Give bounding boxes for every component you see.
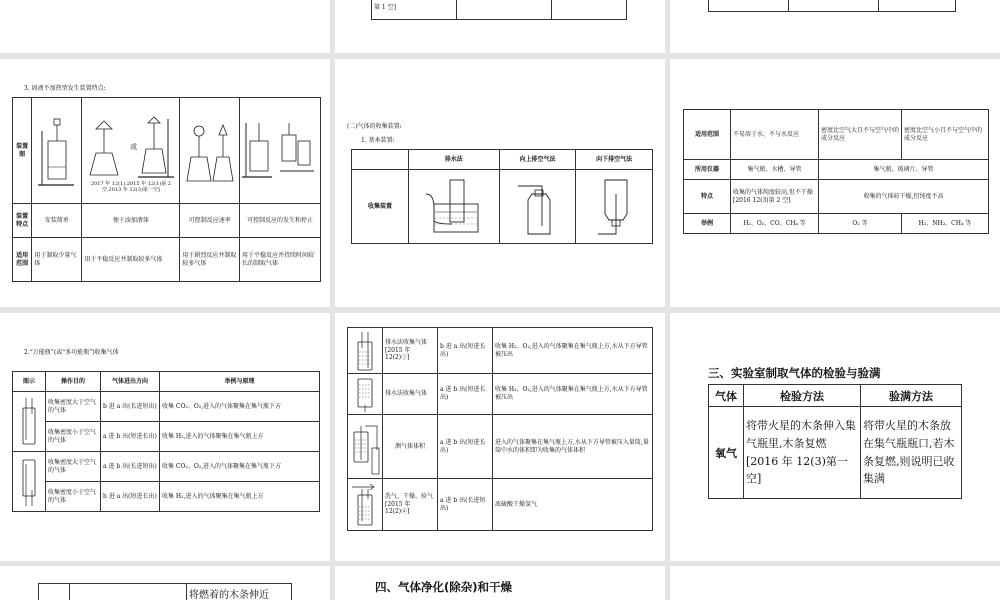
diagram-cell-1	[32, 98, 82, 204]
gas-cell: 氧气	[709, 407, 744, 499]
slide-solid-liquid-apparatus	[0, 59, 330, 307]
table-cell	[39, 584, 70, 600]
slide-title: 3. 固液不加热型发生装置特点:	[24, 85, 106, 92]
figure-cell	[348, 415, 383, 479]
table-cell	[552, 0, 627, 20]
header-purpose: 操作目的	[46, 372, 101, 392]
apparatus-separatory-icon	[185, 111, 235, 191]
row-label-scope: 适用范围	[13, 238, 32, 282]
scope-upward: 密度比空气大且不与空气中的成分反应	[819, 110, 902, 160]
slide-top-right	[670, 0, 1000, 53]
header-water: 排水法	[409, 150, 500, 170]
table-cell	[457, 0, 552, 20]
header-direction: 气体进出方向	[101, 372, 160, 392]
top-middle-table	[371, 0, 627, 20]
slide-top-middle	[335, 0, 665, 53]
table-cell	[187, 584, 292, 600]
row-label-instruments: 所用仪器	[684, 160, 731, 180]
features-air: 收集的气体较干燥,但纯度不高	[819, 180, 989, 214]
table-cell	[709, 0, 789, 12]
scope-cell: 用于剧烈反应并制取较多气体	[180, 238, 240, 282]
direction-cell: a 进 b 出(短进长出)	[438, 415, 493, 479]
cell-text: 将燃着的木条伸近	[189, 590, 269, 600]
example-cell: 收集 H₂,进入的气体聚集在集气瓶上方	[160, 482, 320, 512]
gas-test-table	[708, 384, 962, 499]
diagram-cell-3	[180, 98, 240, 204]
slide-collection-comparison	[670, 59, 1000, 307]
header-figure: 图示	[13, 372, 46, 392]
feature-cell: 便于添加液体	[82, 204, 180, 238]
row-label-scope: 适用范围	[684, 110, 731, 160]
water-bottle-icon	[352, 330, 378, 372]
upward-method-cell	[499, 170, 576, 244]
bottom-left-table	[38, 583, 292, 600]
header-upward: 向上排空气法	[499, 150, 576, 170]
water-method-cell	[409, 170, 500, 244]
header-blank	[352, 150, 409, 170]
direction-cell: a 进 b 出(短进长出)	[101, 422, 160, 452]
upward-air-icon	[512, 174, 562, 240]
slide-bottom-right	[670, 566, 1000, 600]
scope-downward: 密度比空气小且不与空气中的成分反应	[902, 110, 989, 160]
slide-top-left	[0, 0, 330, 53]
row-label: 收集装置	[352, 170, 409, 244]
header-gas: 气体	[709, 385, 744, 407]
table-cell	[879, 0, 956, 12]
scope-cell: 用于平稳反应并制取较多气体	[82, 238, 180, 282]
svg-text:或: 或	[129, 142, 137, 151]
purpose-cell: 收集密度小于空气的气体	[46, 422, 101, 452]
direction-cell: a 进 b 出(长进短出)	[438, 479, 493, 531]
features-water: 收集的气体纯度较高,但不干燥[2016 12(3)第 2 空]	[731, 180, 819, 214]
table-cell	[70, 584, 187, 600]
bottle-inverted-icon	[18, 454, 40, 510]
water-bottle-icon	[352, 375, 378, 413]
diagram-cell-4	[240, 98, 321, 204]
purpose-cell: 收集密度大于空气的气体	[46, 392, 101, 422]
row-label-examples: 举例	[684, 214, 731, 234]
bottle-figure-cell	[13, 452, 46, 512]
figure-cell	[348, 374, 383, 415]
feature-cell: 可控制反应的发生和停止	[240, 204, 321, 238]
apparatus-funnel-icon	[86, 109, 176, 181]
purpose-cell: 收集密度大于空气的气体	[46, 452, 101, 482]
direction-cell: b 进 a 出(短进长出)	[438, 328, 493, 374]
instruments-water: 集气瓶、水槽、导管	[731, 160, 819, 180]
bottle-table	[12, 371, 320, 512]
diagram-cell-2	[82, 98, 180, 204]
slide-multi-function-bottle	[0, 313, 330, 561]
header-example: 举例与原理	[160, 372, 320, 392]
slide-title-2: 1. 基本装置:	[361, 137, 395, 144]
slide-title-1: (二)气体的收集装置:	[347, 123, 402, 130]
slide-title: 四、气体净化(除杂)和干燥	[375, 580, 513, 594]
direction-cell: b 进 a 出(长进短出)	[101, 392, 160, 422]
apparatus-table	[12, 97, 321, 282]
example-downward: H₂、NH₃、CH₄ 等	[902, 214, 989, 234]
row-label-features: 特点	[684, 180, 731, 214]
measure-volume-icon	[350, 418, 380, 476]
purpose-cell: 收集密度小于空气的气体	[46, 482, 101, 512]
example-cell: 收集 H₂,进入的气体聚集在集气瓶上方	[160, 422, 320, 452]
direction-cell: a 进 b 出(短进长出)	[438, 374, 493, 415]
bottle-upright-icon	[18, 394, 40, 450]
slide-gas-test	[670, 313, 1000, 561]
bottle-figure-cell	[13, 392, 46, 452]
desc-cell: 收集 H₂、O₂,进入的气体聚集在集气瓶上方,水从下方导管被压出	[493, 374, 653, 415]
diagram-note: 2017 年 12(1),2015 年 12(1)第 2 空,2013 年 12(3)第一空]	[90, 180, 171, 193]
slide-bottom-left	[0, 566, 330, 600]
direction-cell: b 进 a 出(短进长出)	[101, 482, 160, 512]
collection-table	[351, 149, 653, 244]
downward-air-icon	[589, 174, 639, 240]
name-cell: 洗气、干燥、验气[2015 年 12(2)②]	[383, 479, 438, 531]
downward-method-cell	[576, 170, 653, 244]
full-method-cell: 将带火星的木条放在集气瓶瓶口,若木条复燃,则说明已收集满	[861, 407, 962, 499]
scope-cell: 用于制取少量气体	[32, 238, 82, 282]
slide-title: 三、实验室制取气体的检验与验满	[708, 366, 881, 380]
comparison-table	[683, 109, 989, 234]
desc-cell: 浓硫酸干燥氢气	[493, 479, 653, 531]
slide-bottle-continued	[335, 313, 665, 561]
instruments-air: 集气瓶、玻璃片、导管	[819, 160, 989, 180]
header-downward: 向下排空气法	[576, 150, 653, 170]
bottle-continued-table	[347, 327, 653, 531]
header-test: 检验方法	[744, 385, 861, 407]
figure-cell	[348, 328, 383, 374]
header-full: 验满方法	[861, 385, 962, 407]
gas-washing-icon	[350, 481, 380, 529]
row-label-diagram: 装置图	[13, 98, 32, 204]
example-cell: 收集 CO₂、O₂,进入的气体聚集在集气瓶下方	[160, 392, 320, 422]
figure-cell	[348, 479, 383, 531]
desc-cell: 收集 H₂、O₂,进入的气体聚集在集气瓶上方,水从下方导管被压出	[493, 328, 653, 374]
feature-cell: 可控制反应速率	[180, 204, 240, 238]
test-method-cell: 将带火星的木条伸入集气瓶里,木条复燃[2016 年 12(3)第一空]	[744, 407, 861, 499]
direction-cell: a 进 b 出(长进短出)	[101, 452, 160, 482]
name-cell: 排水法收集气体	[383, 374, 438, 415]
example-water: H₂、O₂、CO、CH₄ 等	[731, 214, 819, 234]
apparatus-simple-icon	[36, 111, 78, 191]
slide-title: 2.“万能瓶”(或“多功能瓶”)收集气体	[24, 349, 119, 356]
water-displacement-icon	[424, 174, 484, 240]
row-label-feature: 装置特点	[13, 204, 32, 238]
table-cell	[372, 0, 457, 20]
example-cell: 收集 CO₂、O₂,进入的气体聚集在集气瓶下方	[160, 452, 320, 482]
name-cell: 测气体体积	[383, 415, 438, 479]
desc-cell: 进入的气体聚集在集气瓶上方,水从下方导管被压入量筒,量筒中水的体积即为收集的气体体积	[493, 415, 653, 479]
apparatus-kipp-icon	[242, 111, 318, 191]
table-cell	[789, 0, 879, 12]
slide-bottom-middle	[335, 566, 665, 600]
top-right-table	[708, 0, 956, 12]
name-cell: 排水法收集气体[2015 年 12(2)①]	[383, 328, 438, 374]
feature-cell: 安装简单	[32, 204, 82, 238]
example-upward: O₂ 等	[819, 214, 902, 234]
scope-cell: 用于平稳反应并持续时间较长的制取气体	[240, 238, 321, 282]
cell-text: 第 1 空]	[374, 4, 396, 12]
slide-gas-collection	[335, 59, 665, 307]
scope-water: 不易溶于水、不与水反应	[731, 110, 819, 160]
